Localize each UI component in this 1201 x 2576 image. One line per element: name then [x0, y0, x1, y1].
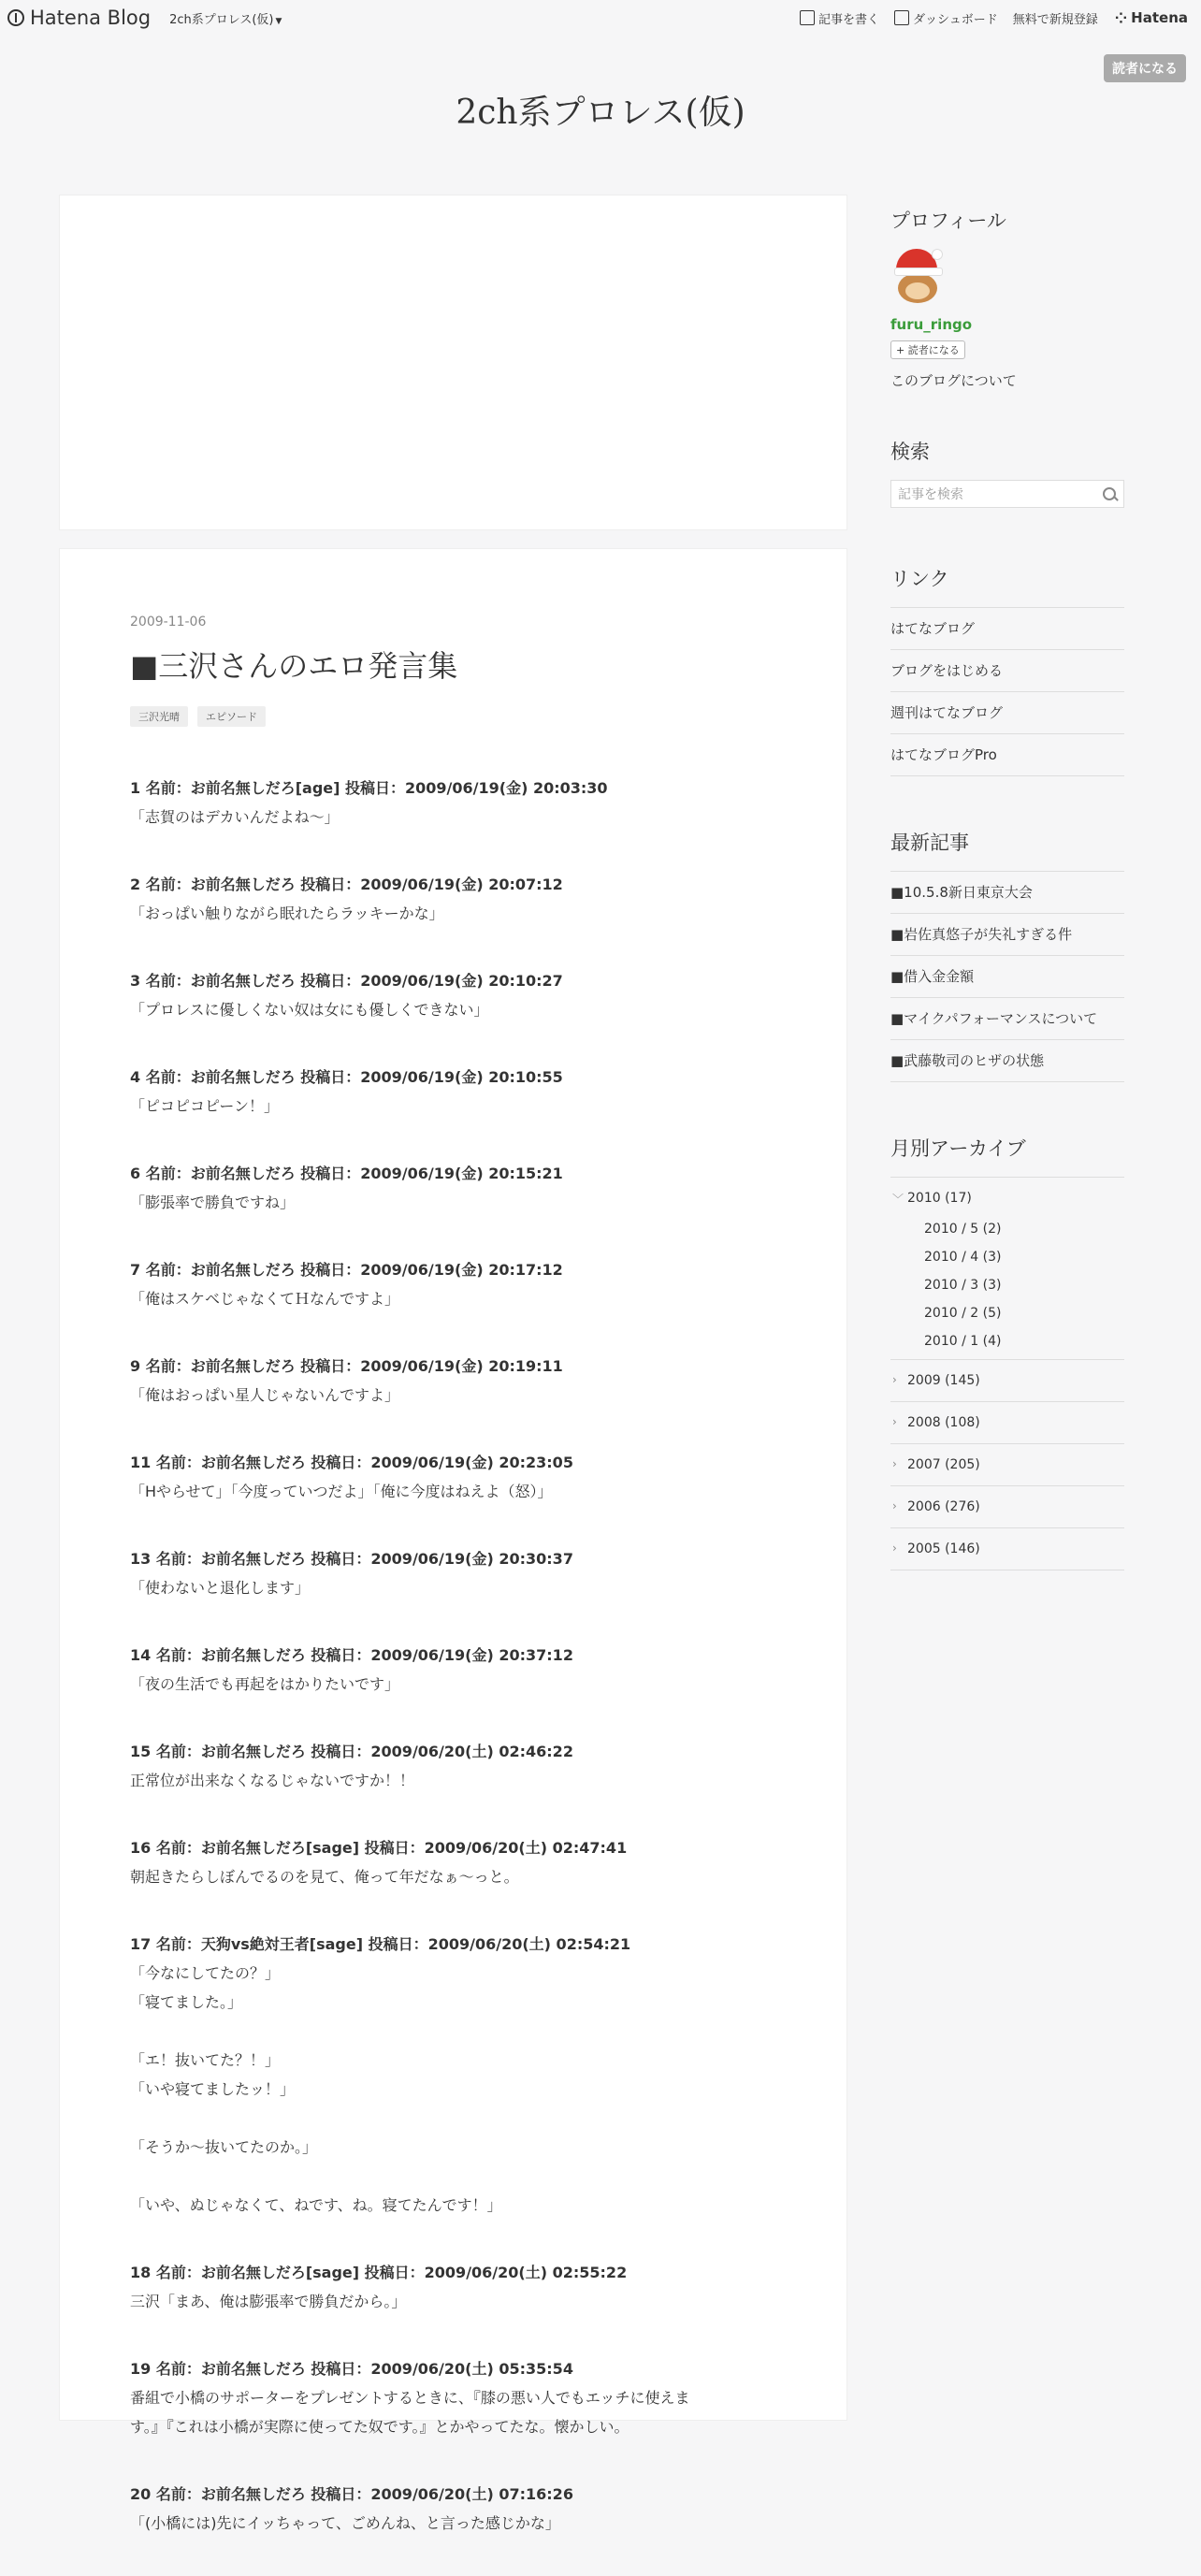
archive-month-link[interactable]: 2010 / 4 (3) — [924, 1250, 1002, 1265]
post-text: 「俺はおっぱい星人じゃないんですよ」 — [130, 1386, 400, 1404]
logo-text: Hatena Blog — [30, 7, 152, 29]
archive-month-link[interactable]: 2010 / 1 (4) — [924, 1334, 1002, 1349]
blog-title[interactable]: 2ch系プロレス(仮) — [456, 94, 745, 132]
hatena-brand-label: Hatena — [1131, 9, 1188, 26]
sidebar-link[interactable]: 週刊はてなブログ — [890, 692, 1124, 734]
chevron-right-icon: › — [892, 1541, 897, 1555]
post-text: 「いや、ぬじゃなくて、ねです、ね。寝てたんです！」 — [130, 2196, 502, 2214]
hatena-logo-icon — [7, 9, 24, 26]
global-header — [0, 0, 1201, 36]
post-item — [130, 870, 747, 928]
blank-line — [130, 2104, 747, 2133]
archive-month-link[interactable]: 2010 / 5 (2) — [924, 1222, 1002, 1237]
post-text: 「いや寝てましたッ！」 — [130, 2080, 296, 2098]
caret-down-icon: ▼ — [275, 16, 282, 26]
recent-title: 最新記事 — [890, 832, 969, 854]
entry-date[interactable]: 2009-11-06 — [130, 615, 207, 630]
sidebar-link[interactable]: ブログをはじめる — [890, 650, 1124, 692]
dashboard-icon — [894, 10, 909, 25]
search-input[interactable] — [890, 480, 1124, 508]
recent-entry-link[interactable]: ■武藤敬司のヒザの状態 — [890, 1040, 1124, 1082]
post-header: 3 名前：お前名無しだろ 投稿日：2009/06/19(金) 20:10:27 — [130, 972, 563, 990]
search-placeholder: 記事を検索 — [898, 487, 963, 502]
post-item — [130, 1833, 747, 1891]
archive-year-label: 2009 (145) — [907, 1373, 980, 1388]
hat-rim — [894, 268, 943, 276]
search-title: 検索 — [890, 441, 930, 463]
archive-year-label: 2007 (205) — [907, 1457, 980, 1472]
post-header: 7 名前：お前名無しだろ 投稿日：2009/06/19(金) 20:17:12 — [130, 1261, 563, 1279]
post-item — [130, 1641, 747, 1699]
archive-year-label: 2005 (146) — [907, 1541, 980, 1556]
post-text: 「(小橋には)先にイッちゃって、ごめんね、と言った感じかな」 — [130, 2514, 560, 2532]
post-header: 18 名前：お前名無しだろ[sage] 投稿日：2009/06/20(土) 02:55:22 — [130, 2264, 628, 2281]
post-item — [130, 1159, 747, 1217]
archive-title: 月別アーカイブ — [890, 1137, 1026, 1160]
write-article-label: 記事を書く — [818, 12, 879, 27]
post-text: 「今なにしてたの？」 — [130, 1964, 281, 1982]
post-header: 16 名前：お前名無しだろ[sage] 投稿日：2009/06/20(土) 02:47:41 — [130, 1839, 628, 1857]
post-text: す。』『これは小橋が実際に使ってた奴です。』とかやってたな。懐かしい。 — [130, 2418, 629, 2436]
post-item — [130, 1255, 747, 1313]
post-header: 14 名前：お前名無しだろ 投稿日：2009/06/19(金) 20:37:12 — [130, 1646, 573, 1664]
archive-list — [890, 1177, 1124, 1570]
archive-year[interactable] — [890, 1486, 1124, 1528]
post-text: 番組で小橋のサポーターをプレゼントするときに、『膝の悪い人でもエッチに使えま — [130, 2389, 690, 2407]
blog-menu-label: 2ch系プロレス(仮) — [169, 12, 274, 27]
entry-title[interactable]: ■三沢さんのエロ発言集 — [130, 648, 458, 684]
archive-years — [890, 1360, 1124, 1570]
post-header: 20 名前：お前名無しだろ 投稿日：2009/06/20(土) 07:16:26 — [130, 2485, 573, 2503]
chevron-down-icon: ﹀ — [892, 1193, 904, 1206]
archive-month-link[interactable]: 2010 / 2 (5) — [924, 1306, 1002, 1321]
subscribe-button[interactable]: 読者になる — [1104, 54, 1186, 82]
recent-entry-link[interactable]: ■10.5.8新日東京大会 — [890, 872, 1124, 914]
hatena-blog-logo[interactable] — [7, 7, 151, 29]
archive-year-label: 2008 (108) — [907, 1415, 980, 1430]
post-header: 15 名前：お前名無しだろ 投稿日：2009/06/20(土) 02:46:22 — [130, 1743, 573, 1760]
post-item — [130, 1930, 747, 2220]
post-item — [130, 1737, 747, 1795]
recent-entry-link[interactable]: ■マイクパフォーマンスについて — [890, 998, 1124, 1040]
post-text: 「そうか〜抜いてたのか。」 — [130, 2138, 318, 2156]
post-text: 「志賀のはデカいんだよね〜」 — [130, 808, 340, 826]
avatar[interactable] — [890, 249, 947, 305]
recent-entry-link[interactable]: ■岩佐真悠子が失礼すぎる件 — [890, 914, 1124, 956]
archive-year-open[interactable] — [890, 1178, 1124, 1209]
post-item — [130, 1448, 747, 1506]
post-item — [130, 966, 747, 1024]
archive-year[interactable] — [890, 1528, 1124, 1570]
chevron-right-icon: › — [892, 1373, 897, 1386]
hat-pom — [932, 249, 943, 260]
search-icon[interactable] — [1103, 487, 1116, 500]
archive-year[interactable] — [890, 1360, 1124, 1402]
post-item — [130, 1544, 747, 1602]
links-list — [890, 607, 1124, 776]
dashboard-link[interactable] — [894, 9, 998, 27]
post-text: 朝起きたらしぼんでるのを見て、俺って年だなぁ〜っと。 — [130, 1868, 519, 1886]
archive-months — [890, 1209, 1124, 1360]
post-header: 4 名前：お前名無しだろ 投稿日：2009/06/19(金) 20:10:55 — [130, 1068, 563, 1086]
profile-title: プロフィール — [890, 210, 1006, 232]
post-header: 6 名前：お前名無しだろ 投稿日：2009/06/19(金) 20:15:21 — [130, 1165, 563, 1182]
archive-year[interactable] — [890, 1444, 1124, 1486]
post-text: 三沢「まあ、俺は膨張率で勝負だから。」 — [130, 2293, 407, 2310]
post-text: 「プロレスに優しくない奴は女にも優しくできない」 — [130, 1001, 489, 1019]
entry-article — [59, 548, 847, 2532]
category-tag[interactable]: エピソード — [197, 706, 266, 727]
post-text: 正常位が出来なくなるじゃないですか！！ — [130, 1772, 415, 1789]
post-header: 17 名前：天狗vs絶対王者[sage] 投稿日：2009/06/20(土) 02:54:21 — [130, 1935, 631, 1953]
chevron-right-icon: › — [892, 1457, 897, 1470]
links-title: リンク — [890, 568, 949, 590]
recent-list — [890, 871, 1124, 1082]
archive-month-link[interactable]: 2010 / 3 (3) — [924, 1278, 1002, 1293]
post-text: 「俺はスケベじゃなくてＨなんですよ」 — [130, 1290, 400, 1308]
post-text: 「おっぱい触りながら眠れたらラッキーかな」 — [130, 904, 444, 922]
post-item — [130, 774, 747, 832]
archive-year-label: 2006 (276) — [907, 1499, 980, 1514]
sidebar — [890, 206, 1124, 1570]
blank-line — [130, 2162, 747, 2191]
post-item — [130, 2354, 747, 2441]
post-item — [130, 2258, 747, 2316]
post-header: 9 名前：お前名無しだろ 投稿日：2009/06/19(金) 20:19:11 — [130, 1357, 563, 1375]
hatena-dots-icon: ⁘ — [1114, 8, 1128, 27]
post-item — [130, 1063, 747, 1121]
category-tag[interactable]: 三沢光晴 — [130, 706, 188, 727]
blog-menu[interactable] — [169, 9, 282, 27]
chevron-right-icon: › — [892, 1415, 897, 1428]
post-header: 11 名前：お前名無しだろ 投稿日：2009/06/19(金) 20:23:05 — [130, 1454, 573, 1471]
post-item — [130, 1352, 747, 1410]
pencil-icon — [800, 10, 815, 25]
entry-body — [130, 774, 747, 2538]
profile-username[interactable]: furu_ringo — [890, 316, 973, 333]
post-item — [130, 2480, 747, 2538]
post-text: 「使わないと退化します」 — [130, 1579, 311, 1597]
post-text: 「エ！抜いてた？！」 — [130, 2051, 281, 2069]
archive-year[interactable] — [890, 1402, 1124, 1444]
sidebar-link[interactable]: はてなブログPro — [890, 734, 1124, 776]
chevron-right-icon: › — [892, 1499, 897, 1512]
post-text: 「Hやらせて」「今度っていつだよ」「俺に今度はねえよ（怒）」 — [130, 1483, 553, 1500]
sidebar-link[interactable]: はてなブログ — [890, 608, 1124, 650]
post-header: 1 名前：お前名無しだろ[age] 投稿日：2009/06/19(金) 20:03:30 — [130, 779, 608, 797]
register-link[interactable]: 無料で新規登録 — [1012, 12, 1098, 27]
monkey-muzzle — [905, 282, 930, 299]
blank-line — [130, 2017, 747, 2046]
recent-entry-link[interactable]: ■借入金金額 — [890, 956, 1124, 998]
post-text: 「膨張率で勝負ですね」 — [130, 1194, 296, 1211]
post-header: 19 名前：お前名無しだろ 投稿日：2009/06/20(土) 05:35:54 — [130, 2360, 573, 2378]
about-blog-link[interactable]: このブログについて — [890, 372, 1017, 389]
post-text: 「寝てました。」 — [130, 1993, 243, 2011]
ad-area — [59, 195, 847, 530]
entry-categories — [130, 706, 747, 727]
write-article-link[interactable] — [800, 9, 879, 27]
post-text: 「夜の生活でも再起をはかりたいです」 — [130, 1675, 400, 1693]
archive-year-label: 2010 (17) — [907, 1191, 972, 1206]
profile-subscribe-button[interactable]: + 読者になる — [890, 340, 965, 359]
dashboard-label: ダッシュボード — [913, 12, 998, 27]
post-header: 13 名前：お前名無しだろ 投稿日：2009/06/19(金) 20:30:37 — [130, 1550, 573, 1568]
hatena-brand-link[interactable] — [1115, 9, 1188, 27]
post-text: 「ピコピコピーン！」 — [130, 1097, 280, 1115]
post-header: 2 名前：お前名無しだろ 投稿日：2009/06/19(金) 20:07:12 — [130, 876, 563, 893]
